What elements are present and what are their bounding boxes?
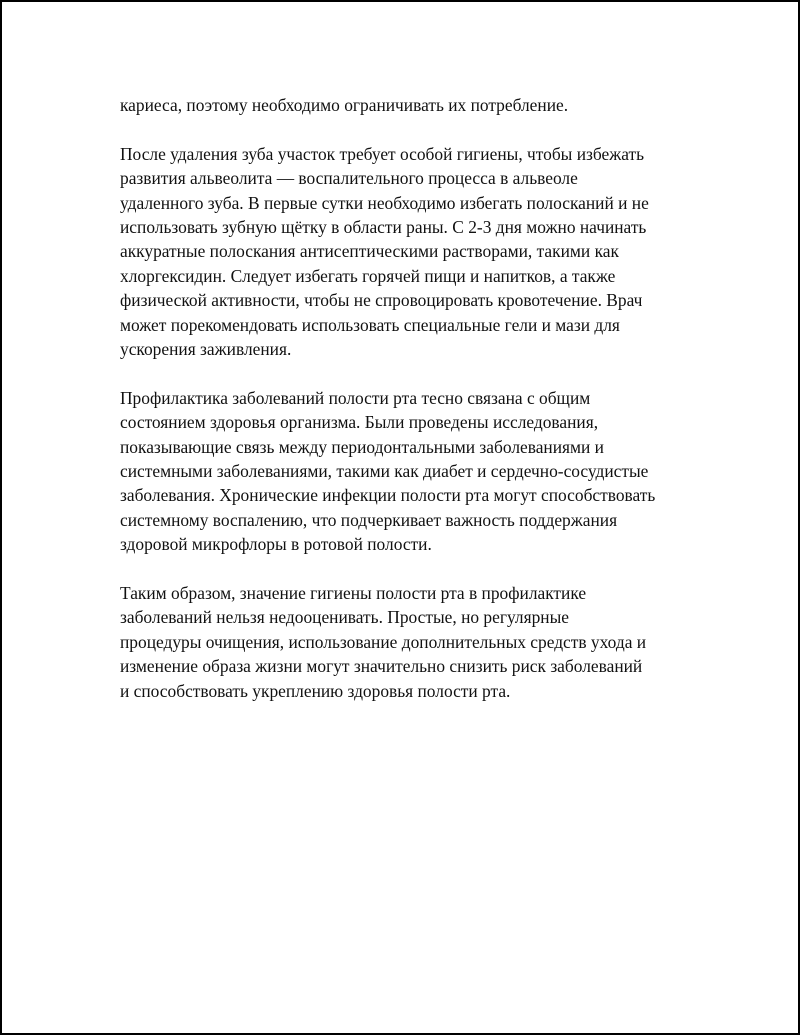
paragraph-tooth-extraction-hygiene: После удаления зуба участок требует особой гигиены, чтобы избежать развития альвеолита — воспалительного процесса в альвеоле удаленного зуба. В первые сутки необходимо избегать полосканий и не использовать зубную щётку в области раны. С 2-3 дня можно начинать аккуратные полоскания антисептическими растворами, такими как хлоргексидин. Следует избегать горячей пищи и напитков, а также физической активности, чтобы не спровоцировать кровотечение. Врач может порекомендовать использовать специальные гели и мази для ускорения заживления. <box>120 143 649 360</box>
paragraph-caries-continuation: кариеса, поэтому необходимо ограничивать их потребление. <box>120 95 569 115</box>
paragraph-conclusion: Таким образом, значение гигиены полости рта в профилактике заболеваний нельзя недооценивать. Простые, но регулярные процедуры очищения, использование дополнительных средств ухода и изменение образа жизни могут значительно снизить риск заболеваний и способствовать укреплению здоровья полости рта. <box>120 583 647 701</box>
document-body <box>120 93 692 728</box>
paragraph-systemic-health: Профилактика заболеваний полости рта тесно связана с общим состоянием здоровья организма. Были проведены исследования, показывающие связь между периодонтальными заболеваниями и системными заболеваниями, такими как диабет и сердечно-сосудистые заболевания. Хронические инфекции полости рта могут способствовать системному воспалению, что подчеркивает важность поддержания здоровой микрофлоры в ротовой полости. <box>120 387 656 555</box>
